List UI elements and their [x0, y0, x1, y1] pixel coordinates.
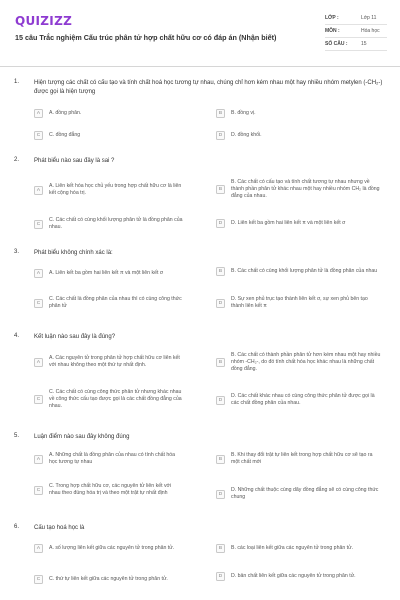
option-b[interactable]	[216, 452, 386, 466]
meta-row-grade	[325, 12, 387, 25]
question-number: 5.	[14, 433, 20, 439]
meta-label: SỐ CÂU :	[325, 41, 348, 47]
option-a[interactable]	[34, 109, 184, 118]
option-text: A. đồng phân.	[49, 109, 82, 116]
option-b[interactable]	[216, 352, 386, 374]
option-text: C. Các chất có cùng khối lượng phân tử là đồng phân của nhau.	[49, 217, 183, 231]
option-d[interactable]	[216, 131, 386, 140]
meta-value: 15	[361, 41, 367, 47]
option-letter-box: D	[216, 396, 225, 405]
question-number: 4.	[14, 333, 20, 339]
option-text: D. đồng khối.	[231, 131, 262, 138]
quizizz-logo: QUIZIZZ	[15, 14, 73, 28]
option-c[interactable]	[34, 296, 184, 310]
option-letter-box: A	[34, 109, 43, 118]
option-text: B. Các chất có cấu tạo và tính chất tương tự nhau nhưng về thành phần phân tử khác nhau một hay nhiều nhóm CH₂ là đồng đẳng của nhau.	[231, 179, 380, 200]
option-a[interactable]	[34, 452, 184, 466]
option-text: B. đồng vị.	[231, 109, 256, 116]
question-number: 6.	[14, 524, 20, 530]
option-b[interactable]	[216, 267, 386, 276]
worksheet-meta	[325, 12, 387, 51]
option-d[interactable]	[216, 219, 386, 228]
option-c[interactable]	[34, 389, 184, 411]
option-c[interactable]	[34, 575, 184, 584]
meta-label: LỚP :	[325, 15, 339, 21]
meta-value: Hóa học	[361, 28, 380, 34]
question-text: Kết luận nào sau đây là đúng?	[34, 334, 116, 340]
option-c[interactable]	[34, 131, 184, 140]
header-divider	[0, 66, 400, 67]
option-text: D. Các chất khác nhau có cùng công thức phân tử được gọi là các chất đồng phân của nhau.	[231, 393, 375, 407]
option-text: D. Liên kết ba gồm hai liên kết π và một liên kết σ	[231, 219, 346, 226]
option-a[interactable]	[34, 544, 184, 553]
question-text: Hiện tượng các chất có cấu tạo và tính chất hoá học tương tự nhau, chúng chỉ hơn kém nhau một hay nhiều nhóm metylen (-CH₂-) được gọi là hiện tượng	[34, 80, 383, 95]
option-letter-box: A	[34, 544, 43, 553]
option-b[interactable]	[216, 179, 386, 201]
option-letter-box: C	[34, 131, 43, 140]
option-text: C. thứ tự liên kết giữa các nguyên tử trong phân tử.	[49, 575, 168, 582]
option-c[interactable]	[34, 483, 184, 497]
question-number: 1.	[14, 79, 20, 85]
option-letter-box: B	[216, 109, 225, 118]
option-letter-box: C	[34, 575, 43, 584]
option-text: A. Liên kết hóa học chủ yếu trong hợp chất hữu cơ là liên kết cộng hóa trị.	[49, 183, 182, 197]
option-letter-box: D	[216, 572, 225, 581]
option-text: D. bản chất liên kết giữa các nguyên tử trong phân tử.	[231, 572, 356, 579]
option-text: A. Liên kết ba gồm hai liên kết π và một liên kết σ	[49, 269, 164, 276]
question-number: 2.	[14, 157, 20, 163]
option-letter-box: A	[34, 269, 43, 278]
option-text: C. Trong hợp chất hữu cơ, các nguyên tử liên kết với nhau theo đúng hóa trị và theo một trật tự nhất định	[49, 483, 172, 497]
option-text: A. Những chất là đồng phân của nhau có tính chất hóa học tương tự nhau	[49, 452, 176, 466]
meta-row-count	[325, 38, 387, 51]
option-b[interactable]	[216, 544, 386, 553]
option-text: C. đồng đẳng	[49, 131, 81, 138]
question-text: Phát biểu không chính xác là:	[34, 250, 113, 256]
worksheet-title: 15 câu Trắc nghiệm Cấu trúc phân tử hợp chất hữu cơ có đáp án (Nhận biết)	[15, 33, 277, 42]
option-a[interactable]	[34, 355, 184, 369]
option-letter-box: A	[34, 186, 43, 195]
meta-label: MÔN :	[325, 28, 340, 34]
option-d[interactable]	[216, 296, 386, 310]
option-a[interactable]	[34, 183, 184, 197]
option-d[interactable]	[216, 393, 386, 407]
meta-row-subject	[325, 25, 387, 38]
option-letter-box: C	[34, 220, 43, 229]
option-letter-box: B	[216, 185, 225, 194]
option-letter-box: B	[216, 358, 225, 367]
option-letter-box: D	[216, 299, 225, 308]
option-text: D. Sự xen phủ trục tạo thành liên kết σ, sự xen phủ bên tạo thành liên kết π	[231, 296, 368, 310]
meta-value: Lớp 11	[361, 15, 377, 21]
option-letter-box: B	[216, 455, 225, 464]
question-text: Phát biểu nào sau đây là sai ?	[34, 158, 115, 164]
option-c[interactable]	[34, 217, 184, 231]
option-text: B. các loại liên kết giữa các nguyên tử trong phân tử.	[231, 544, 354, 551]
option-b[interactable]	[216, 109, 386, 118]
option-text: A. số lượng liên kết giữa các nguyên tử trong phân tử.	[49, 544, 175, 551]
option-letter-box: C	[34, 299, 43, 308]
option-text: C. Các chất là đồng phân của nhau thì có cùng công thức phân tử	[49, 296, 182, 310]
option-letter-box: C	[34, 395, 43, 404]
option-letter-box: B	[216, 544, 225, 553]
question-text: Luận điểm nào sau đây không đúng	[34, 434, 130, 440]
option-text: A. Các nguyên tử trong phân tử hợp chất hữu cơ liên kết với nhau không theo một thứ tự nhất định.	[49, 355, 180, 369]
option-letter-box: C	[34, 486, 43, 495]
option-letter-box: D	[216, 490, 225, 499]
question-number: 3.	[14, 249, 20, 255]
option-text: C. Các chất có cùng công thức phân tử nhưng khác nhau về công thức cấu tạo được gọi là các chất đồng đẳng của nhau.	[49, 389, 182, 410]
option-text: D. Những chất thuộc cùng dãy đồng đẳng sẽ có cùng công thức chung	[231, 487, 379, 501]
question-text: Cấu tạo hoá học là	[34, 525, 85, 531]
option-text: B. Khi thay đổi trật tự liên kết trong hợp chất hữu cơ sẽ tạo ra một chất mới	[231, 452, 373, 466]
option-d[interactable]	[216, 487, 386, 501]
option-letter-box: D	[216, 219, 225, 228]
option-letter-box: A	[34, 455, 43, 464]
worksheet-header	[0, 0, 400, 70]
option-text: B. Các chất có thành phần phân tử hơn kém nhau một hay nhiều nhóm -CH₂-, do đó tính chất hóa học khác nhau là những chất đồng đẳng.	[231, 352, 381, 373]
option-letter-box: D	[216, 131, 225, 140]
option-letter-box: A	[34, 358, 43, 367]
option-text: B. Các chất có cùng khối lượng phân tử là đồng phân của nhau	[231, 267, 378, 274]
option-letter-box: B	[216, 267, 225, 276]
option-a[interactable]	[34, 269, 184, 278]
option-d[interactable]	[216, 572, 386, 581]
